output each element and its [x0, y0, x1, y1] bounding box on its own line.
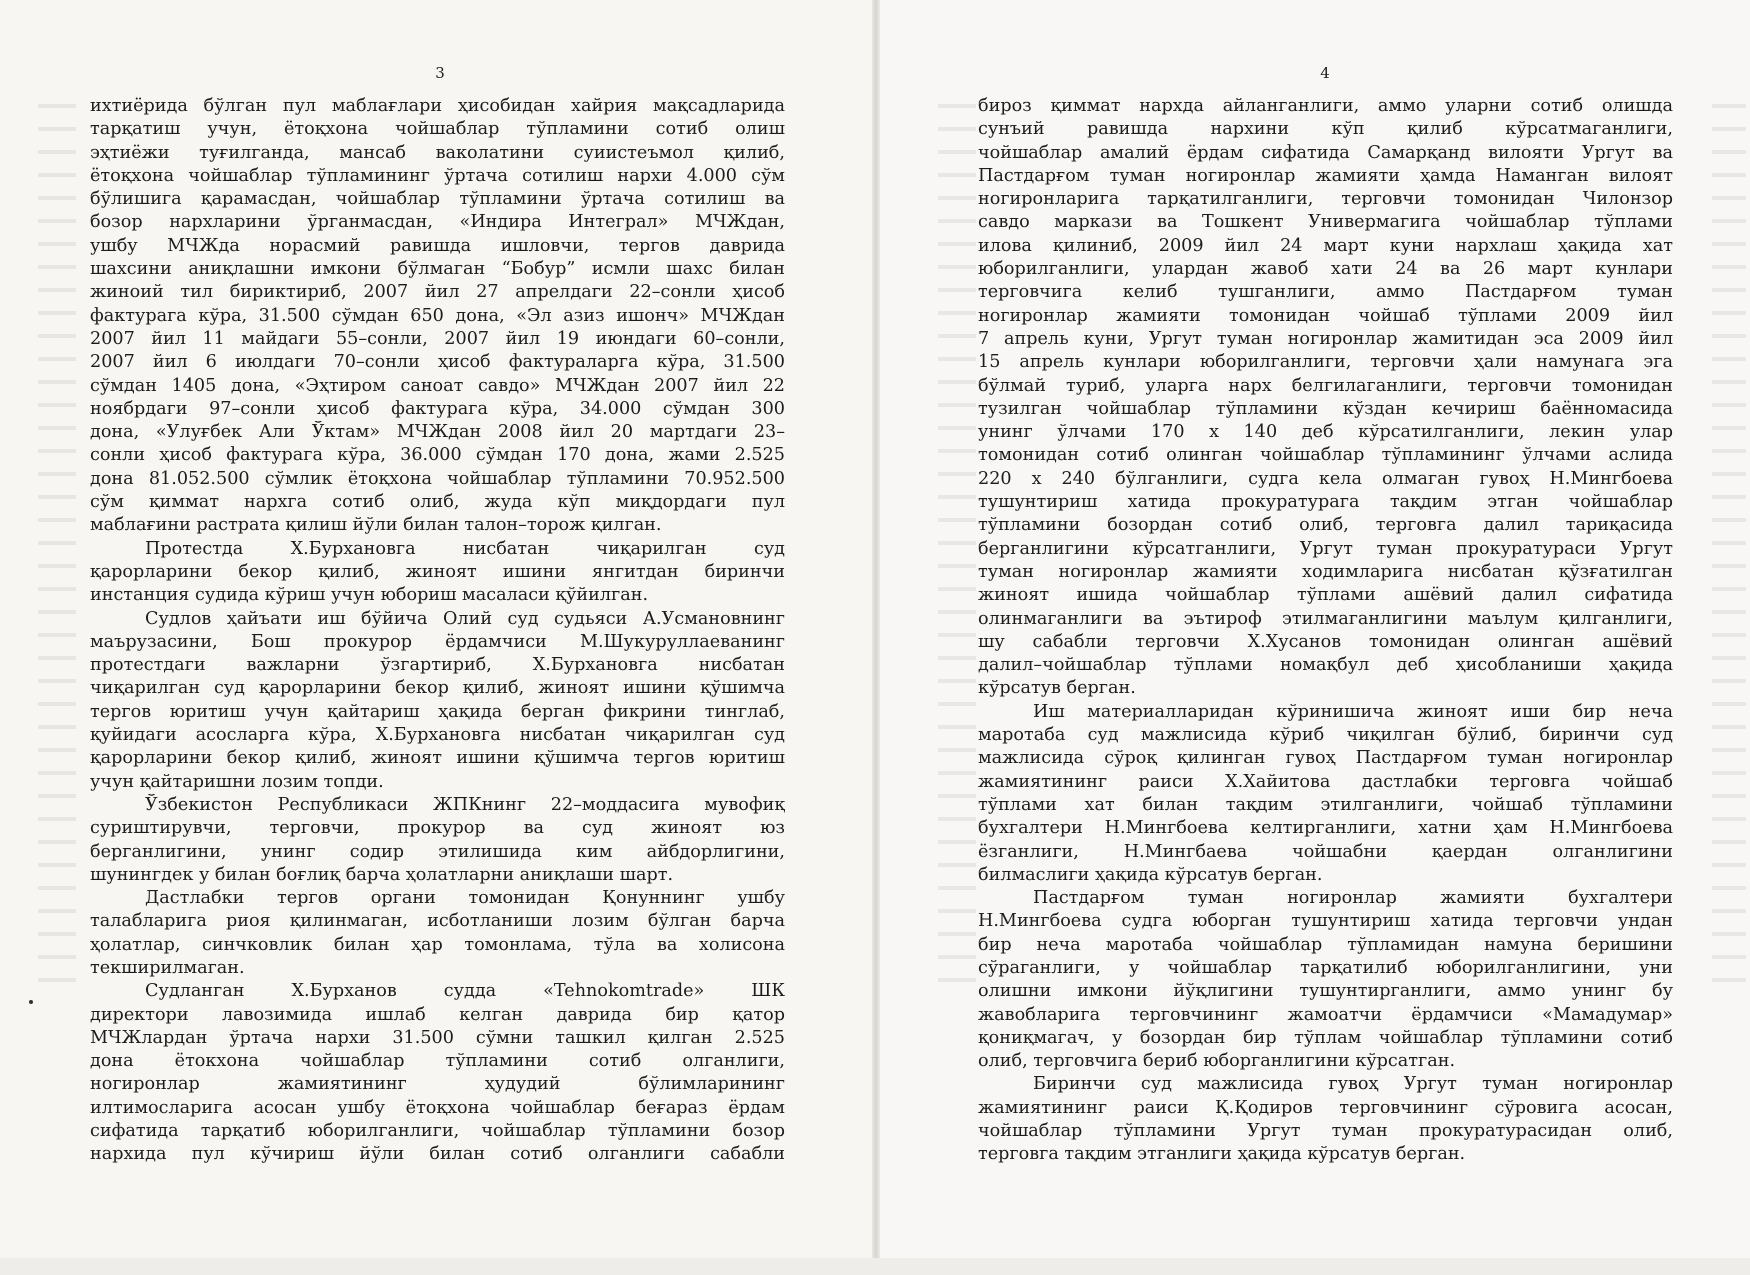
page-body-left	[90, 95, 785, 1167]
show-through-right	[938, 90, 976, 990]
text-line: инстанция судида кўриш учун юбориш масаласи қўйилган.	[90, 585, 649, 606]
scan-bottom-edge	[0, 1258, 1750, 1275]
text-line: ушбу МЧЖда норасмий равишда ишловчи, тергов даврида	[90, 235, 785, 256]
show-through-edge	[1712, 90, 1746, 990]
text-line: талабларига риоя қилинмаган, исботланиши лозим бўлган барча	[90, 911, 785, 932]
text-line: Иш материалларидан кўринишича жиноят иши бир неча	[1033, 701, 1673, 722]
text-line: бозор нархларини ўрганмасдан, «Индира Интеграл» МЧЖдан,	[90, 212, 785, 233]
text-line: олинмаганлиги ва эътироф этилмаганлигини маълум қилганлиги,	[978, 608, 1673, 629]
text-line: билмаслиги ҳақида кўрсатув берган.	[978, 864, 1323, 885]
text-line: Н.Мингбоева судга юборган тушунтириш хатида терговчи ундан	[978, 911, 1673, 932]
text-line: ноябрдаги 97–сонли ҳисоб фактурага кўра, 34.000 сўмдан 300	[90, 398, 785, 419]
text-line: сонли ҳисоб фактурага кўра, 36.000 сўмдан 170 дона, жами 2.525	[90, 445, 785, 466]
text-line: томонидан сотиб олинган чойшаблар тўпламининг ўлчами аслида	[978, 445, 1673, 466]
text-line: дона, «Улуғбек Али Ўктам» МЧЖдан 2008 йил 20 мартдаги 23–	[90, 422, 785, 443]
text-line: нархида пул кўчириш йўли билан сотиб олганлиги сабабли	[90, 1144, 785, 1165]
text-line: дона 81.052.500 сўмлик ётоқхона чойшаблар тўпламини 70.952.500	[90, 468, 785, 489]
text-line: чойшаблар амалий ёрдам сифатида Самарқанд вилояти Ургут ва	[978, 142, 1673, 163]
text-line: протестдаги важларни ўзгартириб, Х.Бурхановга нисбатан	[90, 655, 785, 676]
text-line: шахсини аниқлашни имкони бўлмаган “Бобур” исмли шахс билан	[90, 259, 785, 280]
text-line: Пастдарғом туман ногиронлар жамияти ҳамда Наманган вилоят	[978, 165, 1673, 186]
text-line: олишни имкони йўқлигини тушунтирганлиги, аммо унинг бу	[978, 981, 1673, 1002]
text-line: сўраганлиги, у чойшаблар тарқатилиб юборилганлигини, уни	[978, 957, 1673, 978]
text-line: шунингдек у билан боғлиқ барча ҳолатларни аниқлаши шарт.	[90, 864, 674, 885]
text-line: жамиятининг раиси Х.Хайитова дастлабки терговга чойшаб	[978, 771, 1673, 792]
text-line: Дастлабки тергов органи томонидан Қонуннинг ушбу	[145, 888, 785, 909]
text-line: берганлигини кўрсатганлиги, Ургут туман прокуратураси Ургут	[978, 538, 1673, 559]
text-line: чиқарилган суд қарорларини бекор қилиб, жиноят ишини қўшимча	[90, 678, 785, 699]
text-line: илова қилиниб, 2009 йил 24 март куни нархлаш ҳақида хат	[978, 235, 1673, 256]
text-line: сўмдан 1405 дона, «Эҳтиром саноат савдо» МЧЖдан 2007 йил 22	[90, 375, 785, 396]
text-line: тўплами хат билан тақдим этилганлиги, чойшаб тўпламини	[978, 794, 1673, 815]
text-line: жиноят ишида чойшаблар тўплами ашёвий далил сифатида	[978, 585, 1673, 606]
text-line: кўрсатув берган.	[978, 678, 1136, 699]
text-line: жиноий тил бириктириб, 2007 йил 27 апрелдаги 22–сонли ҳисоб	[90, 282, 785, 303]
text-line: текширилмаган.	[90, 957, 245, 978]
text-line: 7 апрель куни, Ургут туман ногиронлар жамитидан эса 2009 йил	[978, 328, 1673, 349]
text-line: ихтиёрида бўлган пул маблағлари ҳисобидан хайрия мақсадларида	[90, 96, 785, 116]
text-line: ҳолатлар, синчковлик билан ҳар томонлама, тўла ва холисона	[90, 934, 785, 955]
text-line: унинг ўлчами 170 х 140 деб кўрсатилганлиги, лекин улар	[978, 422, 1673, 443]
text-line: тарқатиш учун, ётоқхона чойшаблар тўпламини сотиб олиш	[90, 119, 785, 140]
text-line: 2007 йил 6 июлдаги 70–сонли ҳисоб фактураларга кўра, 31.500	[90, 352, 785, 373]
scan-speck	[29, 1000, 33, 1004]
text-line: қарорларини бекор қилиб, жиноят ишини қўшимча тергов юритиш	[90, 748, 785, 769]
text-line: сифатида тарқатиб юборилганлиги, чойшаблар тўпламини бозор	[90, 1121, 785, 1142]
page-fold	[872, 0, 880, 1275]
text-line: қониқмагач, у бозордан бир тўплам чойшаблар тўпламини сотиб	[978, 1027, 1673, 1048]
text-line: сўм қиммат нархга сотиб олиб, жуда кўп миқдордаги пул	[90, 492, 785, 513]
text-line: бироз қиммат нархда айланганлиги, аммо уларни сотиб олишда	[978, 96, 1673, 116]
text-line: эҳтиёжи туғилганда, мансаб ваколатини суиистеъмол қилиб,	[90, 142, 785, 163]
text-line: фактурага кўра, 31.500 сўмдан 650 дона, «Эл азиз ишонч» МЧЖдан	[90, 305, 785, 326]
text-line: ногиронлар жамиятининг ҳудудий бўлимларининг	[90, 1074, 785, 1095]
text-line: суриштирувчи, терговчи, прокурор ва суд жиноят юз	[90, 818, 785, 839]
show-through-left	[38, 90, 76, 990]
text-line: туман ногиронлар жамияти ходимларига нисбатан қўзғатилган	[978, 561, 1673, 582]
text-line: тергов юритиш учун қайтариш ҳақида берган фикрини тинглаб,	[90, 701, 785, 722]
page-number-left: 3	[435, 64, 445, 82]
page-number-right: 4	[1320, 64, 1330, 82]
text-line: бўлишига қарамасдан, чойшаблар тўпламини ўртача сотилиш ва	[90, 189, 785, 210]
text-line: тушунтириш хатида прокуратурага тақдим этган чойшаблар	[978, 492, 1673, 513]
text-line: ёзганлиги, Н.Мингбаева чойшабни қаердан олганлигини	[978, 841, 1673, 862]
text-line: маърузасини, Бош прокурор ёрдамчиси М.Шукуруллаеванинг	[90, 631, 785, 652]
text-line: қарорларини бекор қилиб, жиноят ишини янгитдан биринчи	[90, 561, 785, 582]
text-line: жамиятининг раиси Қ.Қодиров терговчининг сўровига асосан,	[978, 1097, 1673, 1118]
text-line: маротаба суд мажлисида кўриб чиқилган бўлиб, биринчи суд	[978, 725, 1673, 746]
text-line: 220 х 240 бўлганлиги, судга кела олмаган гувоҳ Н.Мингбоева	[978, 468, 1673, 489]
text-line: Ўзбекистон Республикаси ЖПКнинг 22–моддасига мувофиқ	[145, 794, 785, 815]
text-line: шу сабабли терговчи Х.Хусанов томонидан олинган ашёвий	[978, 631, 1673, 652]
text-line: қуйидаги асосларга кўра, Х.Бурхановга нисбатан чиқарилган суд	[90, 725, 785, 746]
text-line: директори лавозимида ишлаб келган даврида бир қатор	[90, 1004, 785, 1025]
text-line: Биринчи суд мажлисида гувоҳ Ургут туман ногиронлар	[1033, 1074, 1673, 1095]
text-line: 15 апрель кунлари юборилганлиги, терговчи ҳали намунага эга	[978, 352, 1673, 373]
text-line: МЧЖлардан ўртача нархи 31.500 сўмни ташкил қилган 2.525	[90, 1027, 785, 1048]
text-line: олиб, терговчига бериб юборганлигини кўрсатган.	[978, 1051, 1456, 1072]
text-line: Протестда Х.Бурхановга нисбатан чиқарилган суд	[145, 538, 785, 559]
text-line: берганлигини, унинг содир этилишида ким айбдорлигини,	[90, 841, 785, 862]
text-line: 2007 йил 11 майдаги 55–сонли, 2007 йил 19 июндаги 60–сонли,	[90, 328, 785, 349]
text-line: ногиронларига тарқатилганлиги, терговчи томонидан Чилонзор	[978, 189, 1673, 210]
text-line: ногиронлар жамияти томонидан чойшаб тўплами 2009 йил	[978, 305, 1673, 326]
text-line: Судланган Х.Бурханов судда «Tehnokomtrade» ШК	[145, 981, 785, 1002]
page-body-right	[978, 95, 1673, 1167]
text-line: мажлисида сўроқ қилинган гувоҳ Пастдарғом туман ногиронлар	[978, 748, 1673, 769]
text-line: сунъий равишда нархини кўп қилиб кўрсатмаганлиги,	[978, 119, 1673, 140]
text-line: чойшаблар тўпламини Ургут туман прокуратурасидан олиб,	[978, 1121, 1673, 1142]
text-line: бўлмай туриб, уларга нарх белгилаганлиги, терговчи томонидан	[978, 375, 1673, 396]
text-line: учун қайтаришни лозим топди.	[90, 771, 384, 792]
text-line: тузилган чойшаблар тўпламини кўздан кечириш баённомасида	[978, 398, 1673, 419]
text-line: савдо маркази ва Тошкент Универмагига чойшаблар тўплами	[978, 212, 1673, 233]
text-line: илтимосларига асосан ушбу ётоқхона чойшаблар беғараз ёрдам	[90, 1097, 785, 1118]
text-line: маблағини растрата қилиш йўли билан талон–торож қилган.	[90, 515, 662, 536]
text-line: далил–чойшаблар тўплами номақбул деб ҳисобланиши ҳақида	[978, 655, 1673, 676]
text-line: тўпламини бозордан сотиб олиб, терговга далил тариқасида	[978, 515, 1673, 536]
text-line: терговчига келиб тушганлиги, аммо Пастдарғом туман	[978, 282, 1673, 303]
text-line: дона ётокхона чойшаблар тўпламини сотиб олганлиги,	[90, 1051, 785, 1072]
text-line: ётоқхона чойшаблар тўпламининг ўртача сотилиш нархи 4.000 сўм	[90, 165, 785, 186]
text-line: бухгалтери Н.Мингбоева келтирганлиги, хатни ҳам Н.Мингбоева	[978, 818, 1673, 839]
text-line: жавобларига терговчининг жамоатчи ёрдамчиси «Мамадумар»	[978, 1004, 1673, 1025]
text-line: юборилганлиги, улардан жавоб хати 24 ва 26 март кунлари	[978, 259, 1673, 280]
text-line: Судлов ҳайъати иш бўйича Олий суд судьяси А.Усмановнинг	[145, 608, 785, 629]
text-line: бир неча маротаба чойшаблар тўпламидан намуна беришини	[978, 934, 1673, 955]
text-line: Пастдарғом туман ногиронлар жамияти бухгалтери	[1033, 888, 1673, 909]
text-line: терговга тақдим этганлиги ҳақида кўрсатув берган.	[978, 1144, 1466, 1165]
